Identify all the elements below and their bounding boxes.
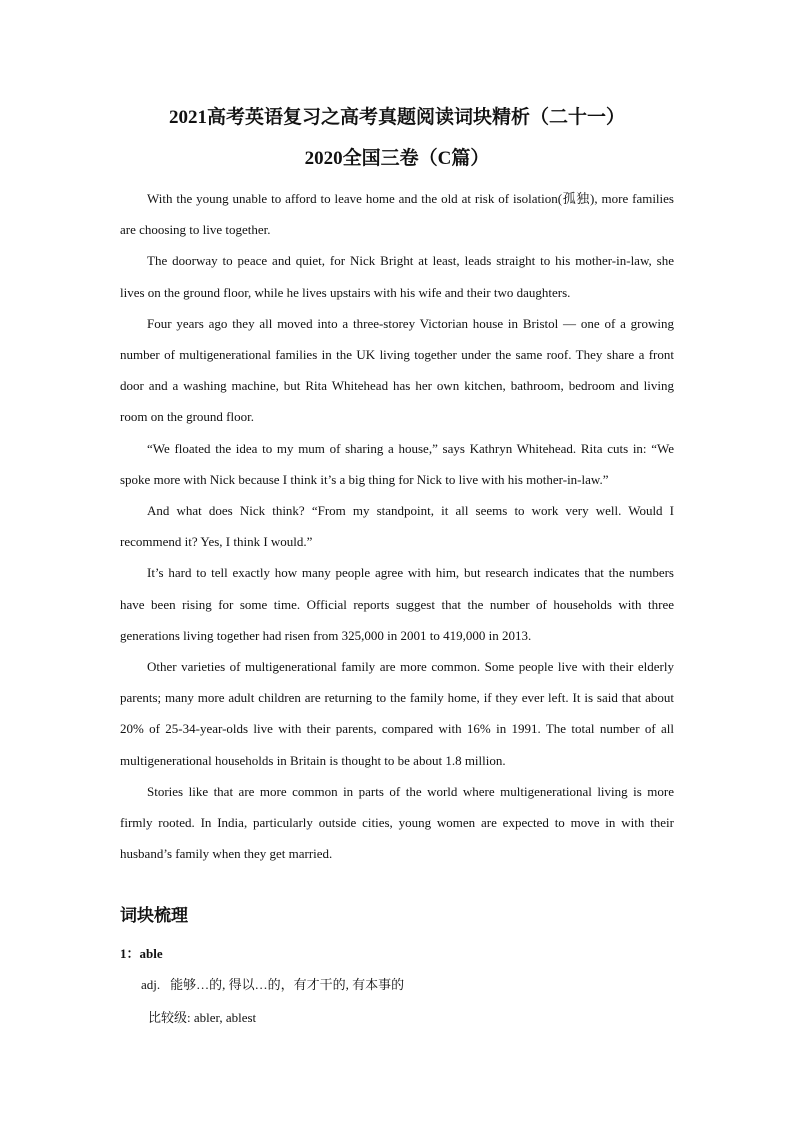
article-body [120, 183, 674, 869]
article-paragraph: Stories like that are more common in parts of the world where multigenerational living is more firmly rooted. In India, particularly outside cities, young women are expected to move in with their husband’s family when they get married. [120, 783, 674, 862]
article-paragraph: The doorway to peace and quiet, for Nick Bright at least, leads straight to his mother-in-law, she lives on the ground floor, while he lives upstairs with his wife and their two daughters. [120, 253, 674, 300]
definition-text: 能够…的, 得以…的，有才干的, 有本事的 [170, 977, 405, 992]
article-paragraph: And what does Nick think? “From my standpoint, it all seems to work very well. Would I recommend it? Yes, I think I would.” [120, 503, 674, 550]
article-paragraph: With the young unable to afford to leave home and the old at risk of isolation(孤独), more families are choosing to live together. [120, 191, 674, 238]
vocab-entry-definition [141, 975, 404, 995]
article-paragraph: “We floated the idea to my mum of sharing a house,” says Kathryn Whitehead. Rita cuts in: “We spoke more with Nick because I think it’s a big thing for Nick to live with his mother-in-law.” [120, 440, 674, 487]
article-paragraph: Four years ago they all moved into a three-storey Victorian house in Bristol — one of a growing number of multigenerational families in the UK living together under the same roof. They share a front door and a washing machine, but Rita Whitehead has her own kitchen, bathroom, bedroom and living room on the ground floor. [120, 315, 674, 425]
section-heading: 词块梳理 [120, 906, 188, 925]
article-paragraph: It’s hard to tell exactly how many people agree with him, but research indicates that the numbers have been rising for some time. Official reports suggest that the number of households with three generations living together had risen from 325,000 in 2001 to 419,000 in 2013. [120, 565, 674, 643]
vocab-entry-comparative: 比较级: abler, ablest [148, 1010, 257, 1025]
document-subtitle: 2020全国三卷（C篇） [304, 148, 490, 169]
vocab-entry-heading: 1：able [120, 946, 163, 961]
part-of-speech: adj. [141, 977, 161, 992]
article-paragraph: Other varieties of multigenerational family are more common. Some people live with their elderly parents; many more adult children are returning to the family home, if they ever left. It is said that about 20% of 25-34-year-olds live with their parents, compared with 16% in 1991. The total number of all multigenerational households in Britain is thought to be about 1.8 million. [120, 659, 674, 768]
document-title: 2021高考英语复习之高考真题阅读词块精析（二十一） [168, 107, 625, 128]
